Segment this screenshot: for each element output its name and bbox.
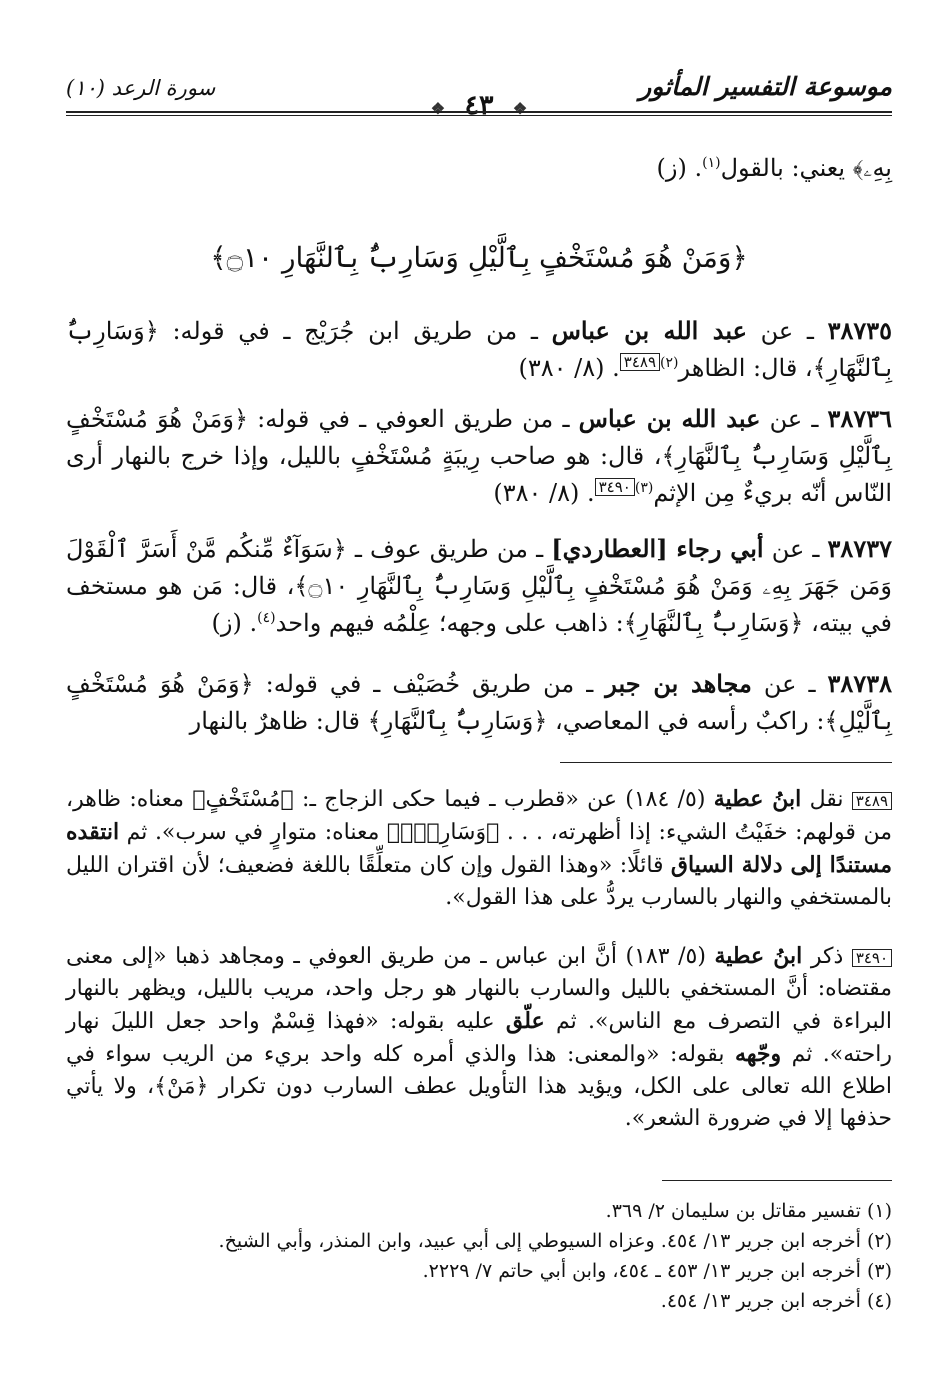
narrator-name: أبي رجاء [العطاردي] [551, 534, 764, 563]
footnote-ref: (١) [702, 155, 721, 171]
footnote-item: (٢) أخرجه ابن جرير ١٣/ ٤٥٤. وعزاه السيوطي إلى أبي عبيد، وابن المنذر، وأبي الشيخ. [218, 1230, 892, 1252]
surah-title: سورة الرعد (١٠) [66, 76, 216, 100]
entry-number: ٣٨٧٣٦ [827, 404, 892, 433]
scholarly-note-3490: ٣٤٩٠ ذكر ابنُ عطية (٥/ ١٨٣) أنَّ ابن عباس ـ من طريق العوفي ـ ومجاهد ذهبا «إلى معنى مقتضاه: أنَّ المستخفي بالليل والسارب بالنهار هو رجل واحد، مريب بالليل، ويظهر بالنهار البراءة في التصرف مع الناس». ثم علّق عليه بقوله: «فهذا قِسْمٌ واحد جعل الليلَ نهار راحته». ثم وجّهه بقوله: «والمعنى: هذا والذي أمره كله واحد بريء من الريب سواء في اطلاع الله تعالى على الكل، ويؤيد هذا التأويل عطف السارب دون تكرار ﴿مَنْ﴾، ولا يأتي حذفها إلا في ضرورة الشعر». [66, 943, 892, 1131]
narrator-name: مجاهد بن جبر [605, 669, 752, 698]
entry-number: ٣٨٧٣٥ [827, 316, 893, 345]
footnotes-separator [662, 1180, 892, 1181]
entry-number: ٣٨٧٣٨ [827, 669, 892, 698]
entry-38738: ٣٨٧٣٨ ـ عن مجاهد بن جبر ـ من طريق خُصَيْف ـ في قوله: ﴿وَمَنْ هُوَ مُسْتَخْفٍ بِٱلَّيْلِ﴾: راكبٌ رأسه في المعاصي، ﴿وَسَارِبٌۢ بِٱلنَّهَارِ﴾ قال: ظاهرٌ بالنهار [66, 669, 892, 735]
footnotes [66, 1196, 892, 1316]
footnote-item: (٤) أخرجه ابن جرير ١٣/ ٤٥٤. [660, 1290, 892, 1312]
header-rule [66, 115, 892, 116]
note-ref-box: ٣٤٨٩ [620, 353, 660, 371]
narrator-name: عبد الله بن عباس [578, 404, 761, 433]
note-number-box: ٣٤٩٠ [852, 949, 892, 967]
entry-number: ٣٨٧٣٧ [827, 534, 892, 563]
narrator-name: عبد الله بن عباس [551, 316, 747, 345]
entry-38737: ٣٨٧٣٧ ـ عن أبي رجاء [العطاردي] ـ من طريق عوف ـ ﴿سَوَآءٌ مِّنكُم مَّنْ أَسَرَّ ٱلْقَوْلَ وَمَن جَهَرَ بِهِۦ وَمَنْ هُوَ مُسْتَخْفٍ بِٱلَّيْلِ وَسَارِبٌۢ بِٱلنَّهَارِ ۝١٠﴾، قال: مَن هو مستخف في بيته، ﴿وَسَارِبٌۢ بِٱلنَّهَارِ﴾: ذاهب على وجهه؛ عِلْمُه فيهم واحد$^{(٤)}$. (ز) [66, 534, 892, 637]
header-rule [66, 111, 892, 113]
page-number: ٤٣ [464, 90, 494, 121]
page-header [66, 72, 892, 121]
scholarly-note-3489: ٣٤٨٩ نقل ابنُ عطية (٥/ ١٨٤) عن «قطرب ـ فيما حكى الزجاج ـ: ﴿مُسْتَخْفٍ﴾ معناه: ظاهر، من قولهم: خفَيْتُ الشيء: إذا أظهرته، . . . ﴿وَسَارِبٌۢ﴾ معناه: متوارٍ في سرب». ثم انتقده مستندًا إلى دلالة السياق قائلًا: «وهذا القول وإن كان متعلِّقًا باللغة فضعيف؛ لأن اقتران الليل بالمستخفي والنهار بالسارب يردُّ على هذا القول». [66, 786, 893, 910]
footnote-item: (٣) أخرجه ابن جرير ١٣/ ٤٥٣ ـ ٤٥٤، وابن أبي حاتم ٧/ ٢٢٢٩. [422, 1260, 892, 1282]
ayah-heading: ﴿وَمَنْ هُوَ مُسْتَخْفٍ بِٱلَّيْلِ وَسَارِبٌۢ بِٱلنَّهَارِ ۝١٠﴾ [210, 241, 748, 274]
continuation-line: بِهِۦ﴾ يعني: بالقول$^{(١)}$. (ز) [656, 154, 892, 182]
notes-separator [560, 762, 892, 763]
ornament-icon: ❖ [430, 99, 446, 118]
entry-38735: ٣٨٧٣٥ ـ عن عبد الله بن عباس ـ من طريق ابن جُرَيْج ـ في قوله: ﴿وَسَارِبٌۢ بِٱلنَّهَارِ﴾، قال: الظاهر$^{(٢)}$٣٤٨٩. (٨/ ٣٨٠) [66, 316, 893, 382]
footnote-ref: (٤) [257, 610, 276, 626]
note-number-box: ٣٤٨٩ [852, 792, 892, 810]
book-title: موسوعة التفسير المأثور [639, 72, 892, 101]
footnote-ref: (٢) [660, 355, 679, 371]
entry-38736: ٣٨٧٣٦ ـ عن عبد الله بن عباس ـ من طريق العوفي ـ في قوله: ﴿وَمَنْ هُوَ مُسْتَخْفٍ بِٱلَّيْلِ وَسَارِبٌۢ بِٱلنَّهَارِ﴾، قال: هو صاحب رِيبَةٍ مُسْتَخْفٍ بالليل، وإذا خرج بالنهار أرى النّاس أنّه بريءٌ مِن الإثم$^{(٣)}$٣٤٩٠. (٨/ ٣٨٠) [66, 404, 892, 507]
note-ref-box: ٣٤٩٠ [595, 478, 635, 496]
ornament-icon: ❖ [512, 99, 528, 118]
footnote-ref: (٣) [634, 480, 654, 496]
footnote-item: (١) تفسير مقاتل بن سليمان ٢/ ٣٦٩. [605, 1200, 892, 1222]
